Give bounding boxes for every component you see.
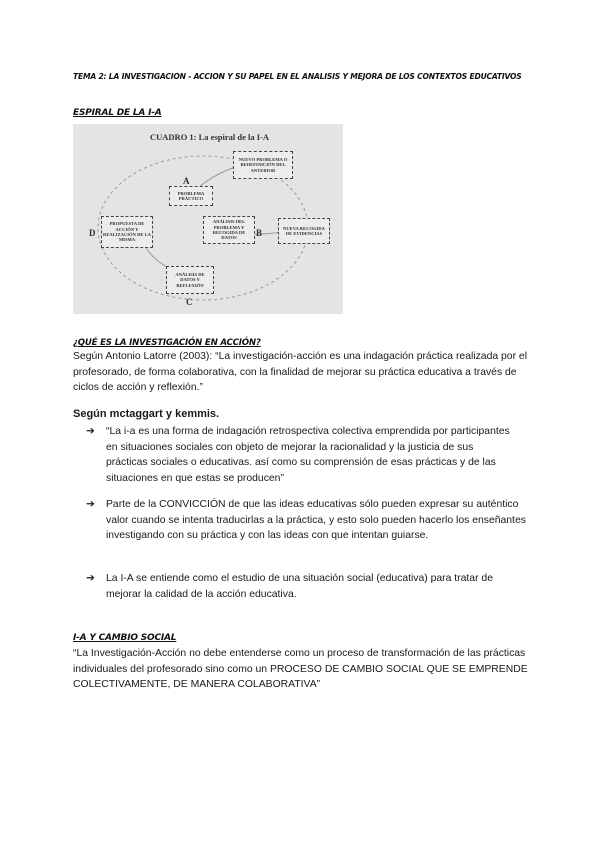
bullet-text: La I-A se entiende como el estudio de una situación social (educativa) para tratar de mejorar la calidad de la acción educativa.: [106, 573, 493, 600]
spiral-figure: [73, 124, 343, 314]
figure-title: CUADRO 1: La espiral de la I-A: [150, 132, 269, 142]
bullet-text: “La i-a es una forma de indagación retrospectiva colectiva emprendida por participantes en situaciones sociales con objeto de mejorar la racionalidad y la justicia de sus prácticas sociales o educativas. así como su comprensión de esas prácticas y de las situaciones en que estas se producen”: [106, 426, 510, 484]
label-d: D: [89, 228, 96, 238]
box-propuesta-accion: PROPUESTA DE ACCIÓN Y REALIZACIÓN DE LA MISMA: [101, 216, 153, 248]
latorre-paragraph: Según Antonio Latorre (2003): “La investigación-acción es una indagación práctica realizada por el profesorado, de forma colaborativa, con la finalidad de mejorar su práctica educativa a través de ciclos de acción y reflexión.”: [73, 351, 528, 394]
label-a: A: [183, 176, 190, 186]
heading-spiral: ESPIRAL DE LA I-A: [73, 108, 162, 118]
box-problema-practico: PROBLEMA PRÁCTICO: [169, 186, 213, 206]
box-nueva-recogida: NUEVA RECOGIDA DE EVIDENCIAS: [278, 218, 330, 244]
box-nuevo-problema: NUEVO PROBLEMA O REDEFINICIÓN DEL ANTERIOR: [233, 151, 293, 179]
label-b: B: [256, 228, 263, 238]
box-analisis-datos: ANÁLISIS DE DATOS Y REFLEXIÓN: [166, 266, 214, 294]
heading-cambio-social: I-A Y CAMBIO SOCIAL: [73, 633, 177, 643]
arrow-icon: ➔: [86, 499, 95, 510]
bullet-text: Parte de la CONVICCIÓN de que las ideas educativas sólo pueden expresar su auténtico valor cuando se intenta traducirlas a la práctica, y esto solo pueden hacerlo los enseñantes investigando con su práctica y con las ideas con que intentan guiarse.: [106, 499, 526, 542]
label-c: C: [186, 297, 193, 307]
arrow-icon: ➔: [86, 426, 95, 437]
heading-mctaggart: Según mctaggart y kemmis.: [73, 408, 220, 420]
arrow-icon: ➔: [86, 573, 95, 584]
cambio-social-paragraph: “La Investigación-Acción no debe entenderse como un proceso de transformación de las prácticas individuales del profesorado sino como un PROCESO DE CAMBIO SOCIAL QUE SE EMPRENDE COLECTIVAMENTE, DE MANERA COLABORATIVA”: [73, 648, 528, 691]
box-analisis-problema: ANÁLISIS DEL PROBLEMA Y RECOGIDA DE DATOS: [203, 216, 255, 244]
heading-que-es: ¿QUÉ ES LA INVESTIGACIÓN EN ACCIÓN?: [73, 338, 261, 348]
topic-title: TEMA 2: LA INVESTIGACION - ACCION Y SU PAPEL EN EL ANALISIS Y MEJORA DE LOS CONTEXTOS EDUCATIVOS: [73, 72, 522, 81]
